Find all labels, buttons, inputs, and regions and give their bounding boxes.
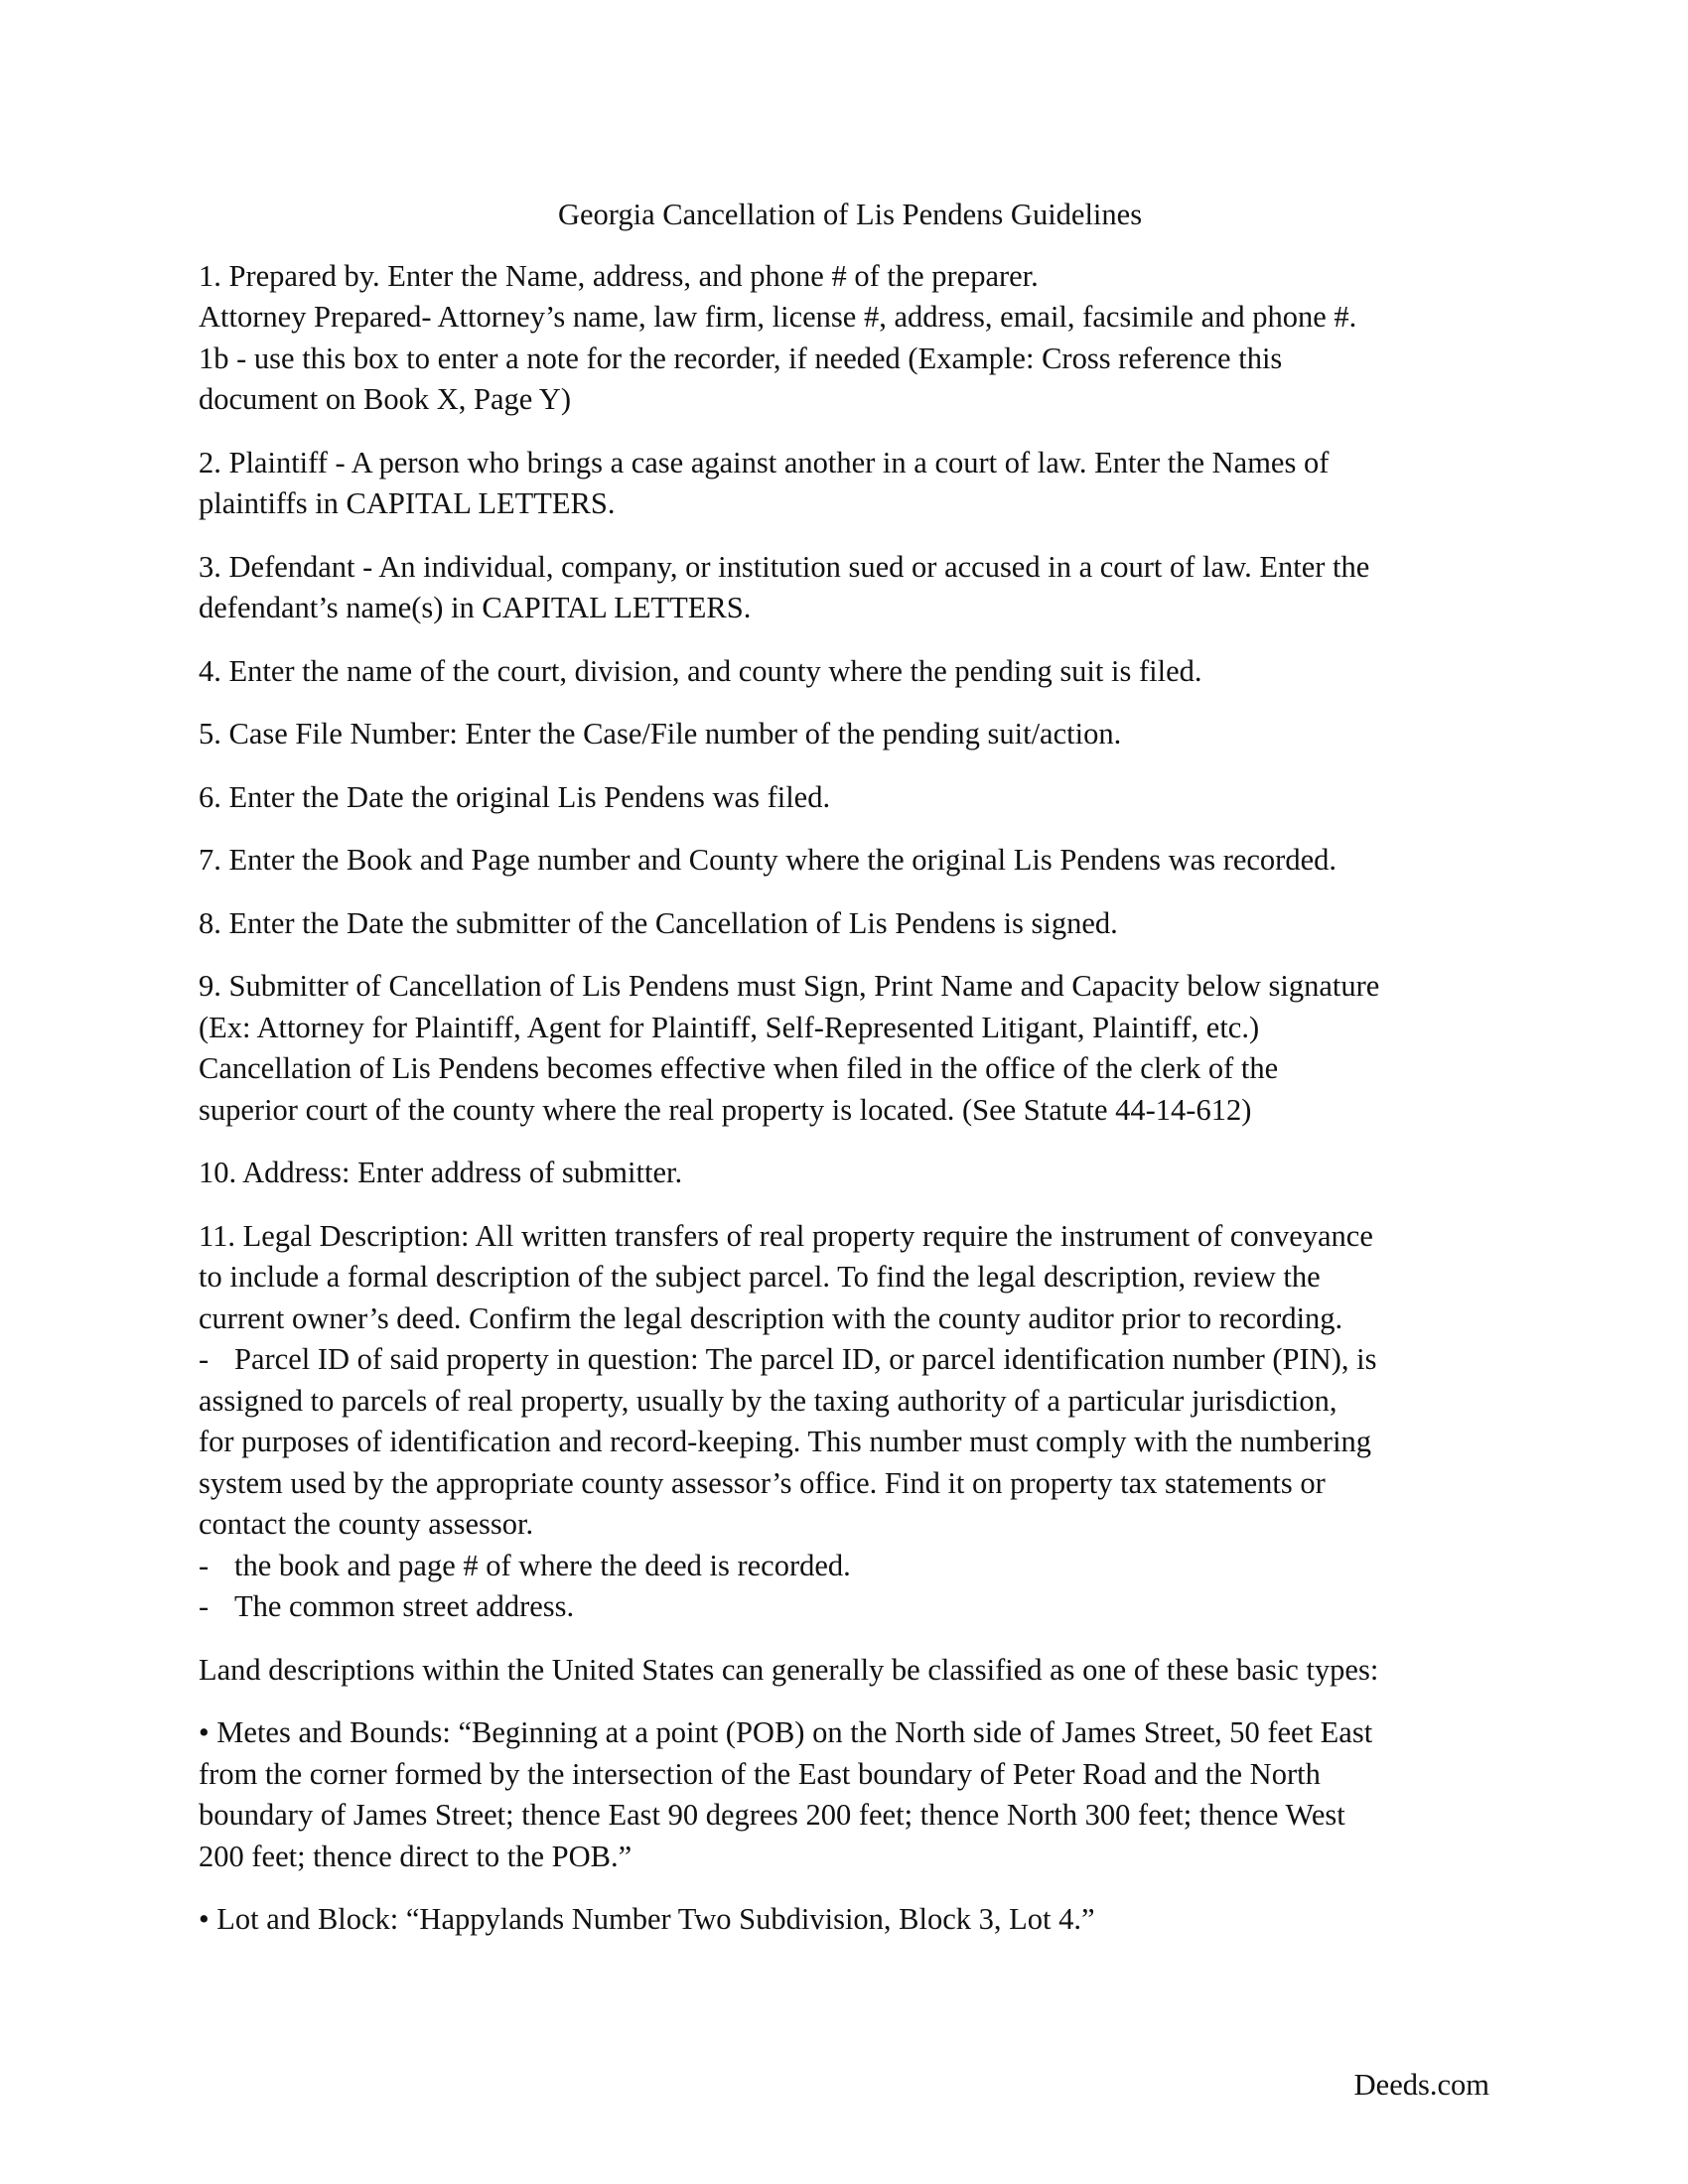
lot-and-block-example — [199, 1899, 1489, 1941]
text-line: Land descriptions within the United States can generally be classified as one of these basic types: — [199, 1652, 1379, 1687]
dash-marker: - — [199, 1342, 210, 1376]
section-5-case-file-number — [199, 714, 1489, 755]
section-2-plaintiff — [199, 443, 1489, 525]
text-line: superior court of the county where the real property is located. (See Statute 44-14-612) — [199, 1092, 1252, 1127]
footer-brand: Deeds.com — [1353, 2068, 1489, 2102]
text-line: 1b - use this box to enter a note for the recorder, if needed (Example: Cross reference this — [199, 341, 1283, 375]
section-1-prepared-by — [199, 256, 1489, 421]
text-line: boundary of James Street; thence East 90 degrees 200 feet; thence North 300 feet; thence West — [199, 1798, 1345, 1832]
document-title: Georgia Cancellation of Lis Pendens Guidelines — [557, 198, 1143, 231]
dash-marker: - — [199, 1548, 210, 1582]
text-line: 1. Prepared by. Enter the Name, address, and phone # of the preparer. — [199, 258, 1039, 293]
text-line: system used by the appropriate county assessor’s office. Find it on property tax statements or — [199, 1465, 1326, 1500]
text-line: 4. Enter the name of the court, division, and county where the pending suit is filed. — [199, 653, 1202, 688]
text-line: The common street address. — [234, 1589, 575, 1623]
text-line: 2. Plaintiff - A person who brings a case against another in a court of law. Enter the Names of — [199, 445, 1330, 479]
text-line: 8. Enter the Date the submitter of the Cancellation of Lis Pendens is signed. — [199, 905, 1118, 940]
text-line: Parcel ID of said property in question: The parcel ID, or parcel identification number (PIN), is — [234, 1342, 1377, 1376]
bullet-street-address — [199, 1586, 1489, 1628]
text-line: Attorney Prepared- Attorney’s name, law firm, license #, address, email, facsimile and phone #. — [199, 300, 1357, 334]
text-line: to include a formal description of the subject parcel. To find the legal description, review the — [199, 1260, 1321, 1294]
dash-marker: - — [199, 1589, 210, 1623]
metes-and-bounds-example — [199, 1712, 1489, 1877]
text-line: 6. Enter the Date the original Lis Pendens was filed. — [199, 779, 831, 814]
land-descriptions-intro — [199, 1650, 1489, 1692]
text-line: (Ex: Attorney for Plaintiff, Agent for Plaintiff, Self-Represented Litigant, Plaintiff, etc.) — [199, 1010, 1260, 1044]
text-line: current owner’s deed. Confirm the legal description with the county auditor prior to recording. — [199, 1300, 1343, 1335]
section-3-defendant — [199, 547, 1489, 629]
bullet-parcel-id — [199, 1339, 1489, 1381]
document-body — [199, 195, 1489, 1963]
section-10-address — [199, 1153, 1489, 1194]
text-line: Cancellation of Lis Pendens becomes effective when filed in the office of the clerk of the — [199, 1051, 1279, 1085]
section-4-court — [199, 651, 1489, 693]
text-line: 9. Submitter of Cancellation of Lis Pendens must Sign, Print Name and Capacity below signature — [199, 969, 1380, 1003]
section-8-signing-date — [199, 903, 1489, 945]
text-line: 11. Legal Description: All written transfers of real property require the instrument of conveyance — [199, 1218, 1373, 1253]
text-line: 10. Address: Enter address of submitter. — [199, 1156, 683, 1189]
text-line: 5. Case File Number: Enter the Case/File number of the pending suit/action. — [199, 717, 1122, 751]
text-line: 200 feet; thence direct to the POB.” — [199, 1839, 633, 1873]
text-line: document on Book X, Page Y) — [199, 382, 571, 416]
section-6-filing-date — [199, 777, 1489, 819]
section-9-submitter — [199, 966, 1489, 1131]
text-line: the book and page # of where the deed is recorded. — [234, 1548, 851, 1582]
text-line: for purposes of identification and record-keeping. This number must comply with the numbering — [199, 1425, 1372, 1458]
bullet-book-page — [199, 1546, 1489, 1587]
text-line: defendant’s name(s) in CAPITAL LETTERS. — [199, 591, 752, 624]
text-line: 7. Enter the Book and Page number and County where the original Lis Pendens was recorded. — [199, 843, 1336, 877]
text-line: plaintiffs in CAPITAL LETTERS. — [199, 486, 616, 520]
text-line: from the corner formed by the intersection of the East boundary of Peter Road and the North — [199, 1756, 1321, 1791]
text-line: contact the county assessor. — [199, 1507, 534, 1541]
section-7-book-page — [199, 840, 1489, 882]
text-line: assigned to parcels of real property, usually by the taxing authority of a particular jurisdiction, — [199, 1383, 1337, 1418]
text-line: • Lot and Block: “Happylands Number Two Subdivision, Block 3, Lot 4.” — [199, 1902, 1095, 1936]
section-11-legal-description — [199, 1216, 1489, 1628]
text-line: 3. Defendant - An individual, company, or institution sued or accused in a court of law. Enter the — [199, 549, 1370, 584]
text-line: • Metes and Bounds: “Beginning at a point (POB) on the North side of James Street, 50 feet East — [199, 1715, 1373, 1749]
